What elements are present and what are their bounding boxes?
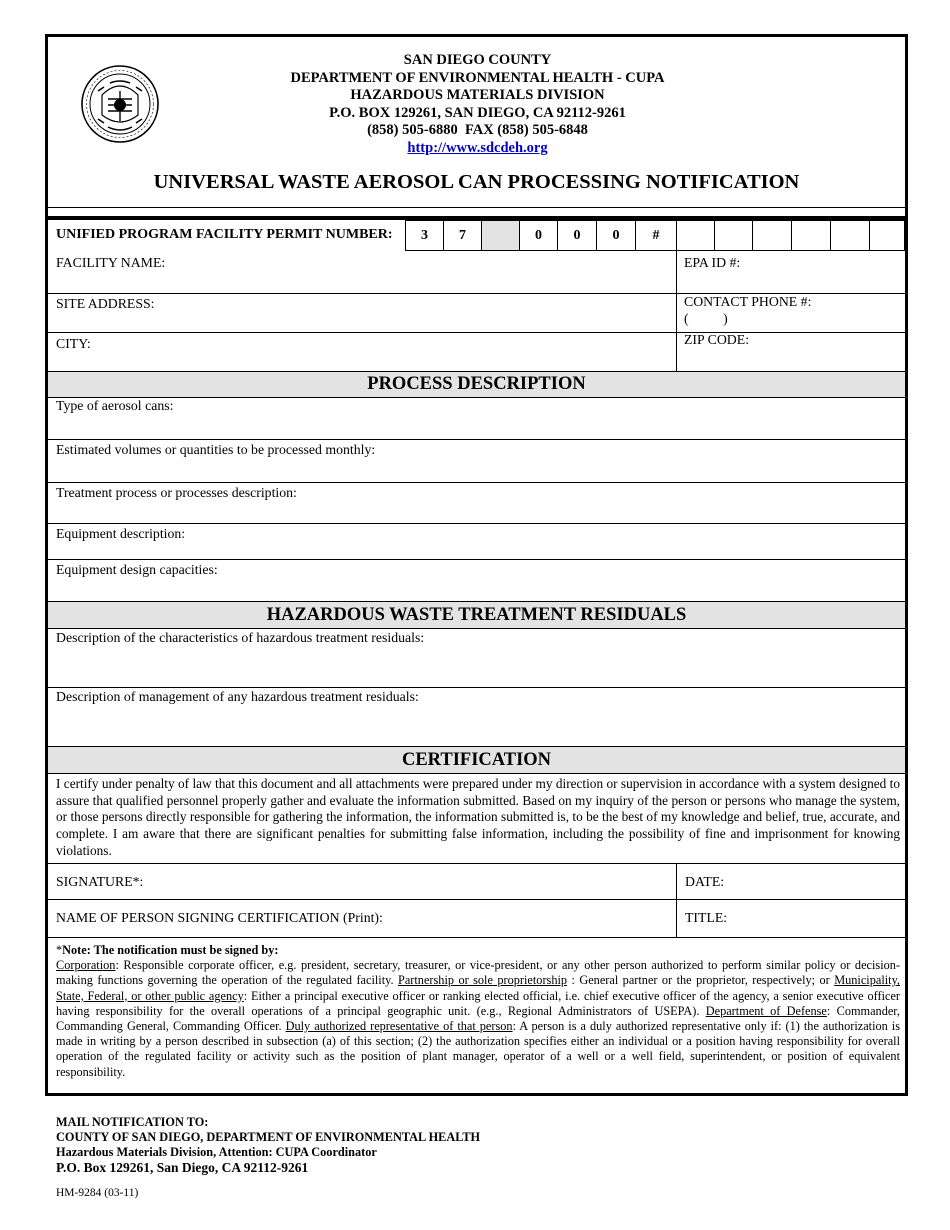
- permit-digit-box[interactable]: 0: [596, 220, 636, 251]
- note-text: : General partner or the proprietor, respectively; or: [567, 973, 835, 988]
- divider: [676, 251, 677, 371]
- certification-statement: I certify under penalty of law that this document and all attachments were prepared under my direction or supervision in accordance with a system designed to assure that qualified personnel properly gather and evaluate the information submitted. Based on my inquiry of the person or persons who manage the system, or those persons directly responsible for gathering the information, the information submitted is, to be the best of my knowledge and belief, true, accurate, and complete. I am aware that there are significant penalties for submitting false information, including the possibility of fine and imprisonment for knowing violations.: [56, 776, 900, 858]
- equipment-capacity-field[interactable]: Equipment design capacities:: [56, 562, 218, 577]
- note-text: : A person is a duly authorized representative only if: (1) the authorization is made in writing by a person described in subsection (a) of this section; (2) the authorization specifies either an individual or a position having responsibility for overall operation of the regulated facility or activity such as the position of plant manager, operator of a well or a well field, superintendent, or position of equivalent responsibility.: [56, 1019, 900, 1079]
- permit-digit-box[interactable]: 0: [557, 220, 597, 251]
- equipment-description-field[interactable]: Equipment description:: [56, 526, 186, 541]
- mail-line: COUNTY OF SAN DIEGO, DEPARTMENT OF ENVIRONMENTAL HEALTH: [56, 1130, 481, 1144]
- mail-line: Hazardous Materials Division, Attention: CUPA Coordinator: [56, 1145, 377, 1159]
- mail-line: MAIL NOTIFICATION TO:: [56, 1115, 209, 1129]
- divider: [48, 899, 905, 900]
- note-text: : Responsible corporate officer, e.g. president, secretary, treasurer, or vice-president, or any other person authorized to perform similar policy or decision-making functions governing the operation of the regulated facility.: [56, 958, 900, 988]
- divider: [48, 687, 905, 688]
- zip-code-field[interactable]: ZIP CODE:: [684, 332, 750, 347]
- divider: [48, 439, 905, 440]
- process-description-heading: PROCESS DESCRIPTION: [48, 371, 905, 398]
- mail-address: P.O. Box 129261, San Diego, CA 92112-9261: [56, 1160, 309, 1175]
- city-field[interactable]: CITY:: [56, 336, 91, 351]
- header-line: DEPARTMENT OF ENVIRONMENTAL HEALTH - CUPA: [290, 69, 665, 86]
- form-title: UNIVERSAL WASTE AEROSOL CAN PROCESSING NOTIFICATION: [153, 171, 800, 193]
- note-asterisk: *: [56, 943, 63, 957]
- permit-digit-box[interactable]: [752, 220, 792, 251]
- note-text: : Commander, Commanding General, Commanding Officer.: [56, 1003, 900, 1034]
- estimated-volume-field[interactable]: Estimated volumes or quantities to be processed monthly:: [56, 442, 376, 457]
- note-term: Partnership or sole proprietorship: [398, 973, 568, 988]
- county-seal-icon: [80, 55, 160, 153]
- permit-digit-box[interactable]: 3: [405, 220, 444, 251]
- signer-note: [56, 943, 900, 1080]
- note-term: Municipality, State, Federal, or other public agency: [56, 973, 901, 1003]
- permit-digit-box[interactable]: [714, 220, 753, 251]
- certification-heading: CERTIFICATION: [48, 746, 905, 774]
- permit-digit-box[interactable]: [676, 220, 715, 251]
- note-heading: Note: The notification must be signed by:: [62, 943, 279, 957]
- permit-digit-box[interactable]: [791, 220, 831, 251]
- agency-header: [200, 52, 755, 157]
- divider: [48, 937, 905, 938]
- permit-digit-box[interactable]: #: [635, 220, 677, 251]
- treatment-process-field[interactable]: Treatment process or processes description:: [56, 485, 297, 500]
- title-divider: [48, 207, 905, 208]
- header-line: HAZARDOUS MATERIALS DIVISION: [350, 87, 605, 103]
- mailing-instructions: [56, 1115, 480, 1175]
- permit-digit-box[interactable]: 0: [519, 220, 558, 251]
- header-line: (858) 505-6880 FAX (858) 505-6848: [367, 122, 588, 138]
- header-line: SAN DIEGO COUNTY: [403, 52, 552, 68]
- note-term: Corporation: [56, 958, 116, 973]
- site-address-field[interactable]: SITE ADDRESS:: [56, 296, 155, 311]
- permit-digit-box[interactable]: 7: [443, 220, 482, 251]
- website-link[interactable]: http://www.sdcdeh.org: [407, 139, 548, 156]
- permit-label: UNIFIED PROGRAM FACILITY PERMIT NUMBER:: [56, 227, 393, 242]
- title-field[interactable]: TITLE:: [685, 910, 728, 925]
- note-text: : Either a principal executive officer or ranking elected official, i.e. chief executive officer of the agency, a senior executive officer having responsibility for the overall operations of a principal geographic unit. (e.g., Regional Administrators of USEPA).: [56, 988, 900, 1018]
- residual-characteristics-field[interactable]: Description of the characteristics of hazardous treatment residuals:: [56, 630, 425, 645]
- divider: [48, 523, 905, 524]
- permit-digit-box: [481, 220, 520, 251]
- permit-digit-box[interactable]: [869, 220, 905, 251]
- divider: [48, 482, 905, 483]
- note-term: Duly authorized representative of that person: [285, 1019, 513, 1034]
- facility-name-field[interactable]: FACILITY NAME:: [56, 255, 166, 270]
- signer-name-field[interactable]: NAME OF PERSON SIGNING CERTIFICATION (Print):: [56, 910, 383, 925]
- divider: [48, 863, 905, 864]
- header-line: P.O. BOX 129261, SAN DIEGO, CA 92112-9261: [329, 104, 626, 121]
- divider: [48, 559, 905, 560]
- permit-digit-box[interactable]: [830, 220, 870, 251]
- phone-area-code: ( ): [684, 311, 728, 326]
- note-term: Department of Defense: [705, 1003, 827, 1018]
- residuals-heading: HAZARDOUS WASTE TREATMENT RESIDUALS: [48, 601, 905, 629]
- divider: [676, 863, 677, 937]
- aerosol-type-field[interactable]: Type of aerosol cans:: [56, 398, 174, 413]
- date-field[interactable]: DATE:: [685, 874, 725, 889]
- residual-management-field[interactable]: Description of management of any hazardous treatment residuals:: [56, 689, 419, 704]
- epa-id-field[interactable]: EPA ID #:: [684, 255, 741, 270]
- form-number: HM-9284 (03-11): [56, 1187, 139, 1199]
- contact-phone-field[interactable]: CONTACT PHONE #:: [684, 294, 812, 309]
- signature-field[interactable]: SIGNATURE*:: [56, 874, 144, 889]
- divider: [48, 332, 905, 333]
